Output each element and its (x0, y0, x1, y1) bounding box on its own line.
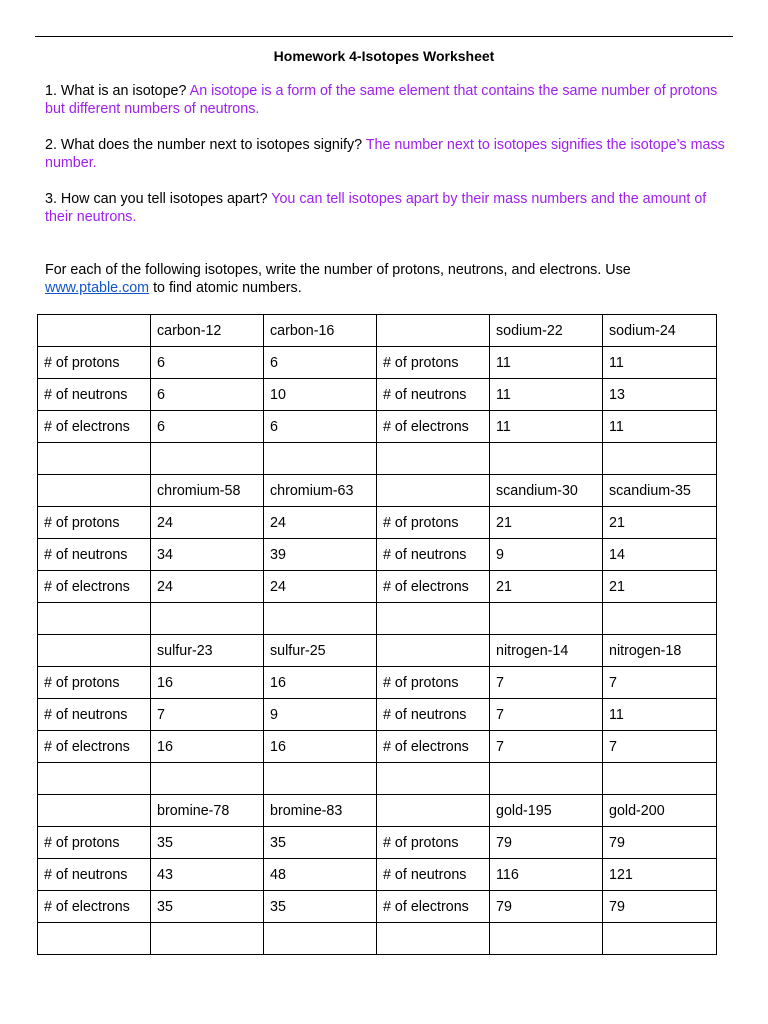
row-label: # of neutrons (377, 539, 490, 571)
table-cell: 11 (490, 411, 603, 443)
table-cell (151, 443, 264, 475)
table-cell: 21 (490, 507, 603, 539)
table-cell (377, 923, 490, 955)
row-label: # of protons (38, 507, 151, 539)
table-cell (377, 635, 490, 667)
page-title: Homework 4-Isotopes Worksheet (273, 48, 495, 64)
table-cell: 7 (490, 731, 603, 763)
row-label: # of neutrons (38, 539, 151, 571)
isotope-header: sodium-24 (603, 315, 717, 347)
question-1-text: 1. What is an isotope? (45, 83, 190, 99)
table-cell: 24 (264, 507, 377, 539)
isotope-header: sulfur-23 (151, 635, 264, 667)
spacer-row (38, 923, 717, 955)
table-cell: 21 (603, 507, 717, 539)
table-cell: 121 (603, 859, 717, 891)
instructions-text-end: to find atomic numbers. (149, 280, 302, 296)
table-cell (490, 603, 603, 635)
isotope-header: scandium-35 (603, 475, 717, 507)
row-label: # of protons (377, 507, 490, 539)
table-cell: 13 (603, 379, 717, 411)
isotopes-table (37, 314, 717, 955)
table-cell: 34 (151, 539, 264, 571)
table-cell: 11 (490, 347, 603, 379)
table-cell (264, 763, 377, 795)
table-cell: 11 (603, 699, 717, 731)
row-label: # of protons (377, 827, 490, 859)
table-cell (38, 635, 151, 667)
table-cell (377, 315, 490, 347)
question-2 (45, 136, 725, 172)
table-cell: 35 (264, 891, 377, 923)
table-row (38, 411, 717, 443)
table-row (38, 795, 717, 827)
row-label: # of neutrons (38, 379, 151, 411)
top-rule (35, 36, 733, 37)
table-cell: 48 (264, 859, 377, 891)
answer-3-text: You can tell isotopes apart by their mass numbers and the amount of their neutrons. (45, 191, 707, 225)
table-row (38, 539, 717, 571)
question-2-text: 2. What does the number next to isotopes signify? (45, 137, 366, 153)
table-cell (603, 923, 717, 955)
isotope-header: bromine-78 (151, 795, 264, 827)
table-cell: 9 (490, 539, 603, 571)
isotope-header: nitrogen-18 (603, 635, 717, 667)
table-cell: 39 (264, 539, 377, 571)
table-cell: 10 (264, 379, 377, 411)
table-cell (38, 923, 151, 955)
table-cell (490, 923, 603, 955)
table-cell: 7 (490, 667, 603, 699)
table-cell: 16 (264, 731, 377, 763)
row-label: # of neutrons (377, 699, 490, 731)
table-cell: 11 (603, 347, 717, 379)
row-label: # of protons (38, 667, 151, 699)
table-cell: 35 (264, 827, 377, 859)
table-cell: 6 (264, 347, 377, 379)
table-cell: 79 (603, 827, 717, 859)
table-cell: 35 (151, 891, 264, 923)
table-cell (38, 795, 151, 827)
isotope-header: sulfur-25 (264, 635, 377, 667)
answer-1-text: An isotope is a form of the same element that contains the same number of protons but different numbers of neutrons. (45, 83, 718, 117)
spacer-row (38, 603, 717, 635)
table-cell: 16 (151, 667, 264, 699)
instructions (45, 261, 725, 297)
isotope-header: nitrogen-14 (490, 635, 603, 667)
table-cell: 6 (151, 347, 264, 379)
table-cell: 24 (151, 571, 264, 603)
table-cell: 24 (264, 571, 377, 603)
table-row (38, 315, 717, 347)
table-cell: 9 (264, 699, 377, 731)
table-row (38, 475, 717, 507)
row-label: # of electrons (38, 411, 151, 443)
table-cell: 6 (264, 411, 377, 443)
isotope-header: chromium-63 (264, 475, 377, 507)
isotope-header: carbon-16 (264, 315, 377, 347)
table-cell (490, 443, 603, 475)
row-label: # of neutrons (38, 699, 151, 731)
ptable-link[interactable]: www.ptable.com (45, 280, 150, 296)
table-cell (151, 923, 264, 955)
table-cell: 21 (490, 571, 603, 603)
table-cell: 35 (151, 827, 264, 859)
table-cell: 79 (490, 891, 603, 923)
table-cell (377, 795, 490, 827)
table-cell: 7 (603, 731, 717, 763)
table-cell (490, 763, 603, 795)
table-cell: 79 (490, 827, 603, 859)
table-cell: 14 (603, 539, 717, 571)
table-cell (38, 763, 151, 795)
table-cell (38, 443, 151, 475)
table-cell: 116 (490, 859, 603, 891)
isotope-header: chromium-58 (151, 475, 264, 507)
answer-2-text: The number next to isotopes signifies the isotope’s mass number. (45, 137, 725, 171)
row-label: # of electrons (377, 411, 490, 443)
table-cell: 21 (603, 571, 717, 603)
table-cell (377, 603, 490, 635)
row-label: # of electrons (38, 891, 151, 923)
table-cell (603, 603, 717, 635)
table-row (38, 827, 717, 859)
table-cell: 7 (490, 699, 603, 731)
table-cell: 6 (151, 379, 264, 411)
table-row (38, 891, 717, 923)
table-cell (38, 315, 151, 347)
table-row (38, 667, 717, 699)
table-cell (151, 763, 264, 795)
table-row (38, 347, 717, 379)
isotope-header: bromine-83 (264, 795, 377, 827)
table-cell: 43 (151, 859, 264, 891)
instructions-text: For each of the following isotopes, write the number of protons, neutrons, and electrons. Use (45, 262, 631, 278)
table-cell (151, 603, 264, 635)
row-label: # of electrons (377, 731, 490, 763)
isotope-header: scandium-30 (490, 475, 603, 507)
table-cell (377, 475, 490, 507)
table-cell (603, 763, 717, 795)
row-label: # of electrons (377, 891, 490, 923)
isotope-header: sodium-22 (490, 315, 603, 347)
table-cell: 6 (151, 411, 264, 443)
table-row (38, 635, 717, 667)
table-row (38, 379, 717, 411)
question-3-text: 3. How can you tell isotopes apart? (45, 191, 272, 207)
spacer-row (38, 763, 717, 795)
table-cell (264, 603, 377, 635)
table-row (38, 699, 717, 731)
question-3 (45, 190, 725, 226)
isotope-header: gold-195 (490, 795, 603, 827)
isotope-header: gold-200 (603, 795, 717, 827)
question-1 (45, 82, 725, 118)
row-label: # of protons (38, 347, 151, 379)
table-cell (264, 443, 377, 475)
row-label: # of electrons (377, 571, 490, 603)
table-cell (264, 923, 377, 955)
table-cell: 11 (603, 411, 717, 443)
row-label: # of electrons (38, 571, 151, 603)
table-cell (377, 763, 490, 795)
row-label: # of neutrons (377, 859, 490, 891)
table-row (38, 859, 717, 891)
row-label: # of protons (38, 827, 151, 859)
row-label: # of electrons (38, 731, 151, 763)
table-row (38, 507, 717, 539)
table-cell: 7 (603, 667, 717, 699)
table-cell: 16 (264, 667, 377, 699)
table-cell (38, 603, 151, 635)
table-cell (377, 443, 490, 475)
table-cell: 7 (151, 699, 264, 731)
table-cell: 79 (603, 891, 717, 923)
row-label: # of protons (377, 667, 490, 699)
table-cell: 16 (151, 731, 264, 763)
spacer-row (38, 443, 717, 475)
row-label: # of protons (377, 347, 490, 379)
table-row (38, 731, 717, 763)
row-label: # of neutrons (38, 859, 151, 891)
table-cell: 11 (490, 379, 603, 411)
isotope-header: carbon-12 (151, 315, 264, 347)
table-cell (38, 475, 151, 507)
row-label: # of neutrons (377, 379, 490, 411)
table-row (38, 571, 717, 603)
table-cell: 24 (151, 507, 264, 539)
table-cell (603, 443, 717, 475)
